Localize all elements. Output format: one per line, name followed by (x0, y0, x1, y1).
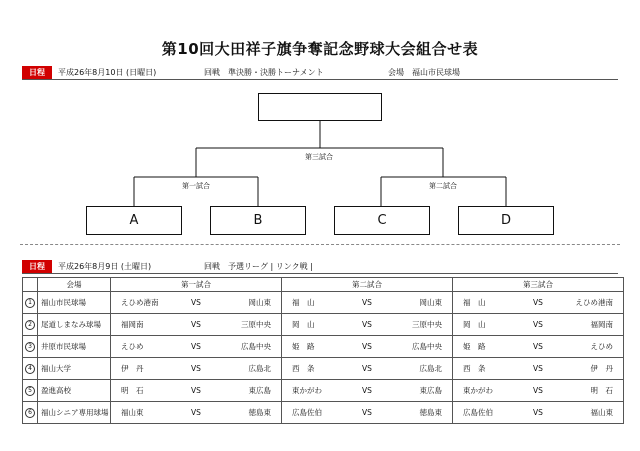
day2-date: 平成26年8月9日 (土曜日) (58, 262, 152, 271)
vs-label: VS (191, 342, 201, 351)
home-team: 伊 丹 (121, 364, 144, 373)
table-row (23, 314, 624, 336)
venue-cell: 盈進高校 (38, 380, 111, 402)
match-cell-m1 (111, 314, 282, 336)
match-cell-m1 (111, 358, 282, 380)
home-team: 福岡南 (121, 320, 144, 329)
match-cell-m3 (453, 314, 624, 336)
vs-label: VS (191, 364, 201, 373)
match-cell-m2 (282, 402, 453, 424)
vs-label: VS (191, 408, 201, 417)
away-team: 徳島東 (248, 408, 271, 417)
vs-label: VS (533, 320, 543, 329)
away-team: 福山東 (590, 408, 613, 417)
home-team: 岡 山 (463, 320, 486, 329)
away-team: 岡山東 (419, 298, 442, 307)
header-number (23, 278, 38, 292)
semifinal-2-label: 第二試合 (429, 182, 457, 190)
vs-label: VS (362, 408, 372, 417)
away-team: 広島中央 (241, 342, 271, 351)
venue-cell: 福山シニア専用球場 (38, 402, 111, 424)
table-row (23, 336, 624, 358)
row-number-badge: 2 (25, 320, 35, 330)
vs-label: VS (533, 342, 543, 351)
vs-label: VS (533, 408, 543, 417)
league-schedule-table (22, 277, 624, 424)
match-cell-m2 (282, 336, 453, 358)
venue-cell: 井原市民球場 (38, 336, 111, 358)
home-team: 福山東 (121, 408, 144, 417)
table-row (23, 402, 624, 424)
header-match-3: 第三試合 (453, 278, 624, 292)
table-row (23, 358, 624, 380)
match-cell-m1 (111, 336, 282, 358)
home-team: 姫 路 (463, 342, 486, 351)
away-team: 東広島 (248, 386, 271, 395)
match-cell-m2 (282, 380, 453, 402)
match-cell-m2 (282, 314, 453, 336)
home-team: 西 条 (463, 364, 486, 373)
home-team: えひめ港南 (121, 298, 159, 307)
row-number (23, 292, 38, 314)
away-team: 福岡南 (590, 320, 613, 329)
section-divider (20, 244, 620, 245)
away-team: 三原中央 (241, 320, 271, 329)
away-team: えひめ (590, 342, 613, 351)
match-cell-m3 (453, 358, 624, 380)
away-team: 徳島東 (419, 408, 442, 417)
vs-label: VS (362, 342, 372, 351)
away-team: 広島北 (248, 364, 271, 373)
table-header-row (23, 278, 624, 292)
day2-info-bar (22, 260, 618, 274)
away-team: 東広島 (419, 386, 442, 395)
vs-label: VS (533, 364, 543, 373)
row-number (23, 336, 38, 358)
match-cell-m1 (111, 402, 282, 424)
vs-label: VS (191, 298, 201, 307)
row-number-badge: 4 (25, 364, 35, 374)
match-cell-m1 (111, 380, 282, 402)
home-team: 広島佐伯 (463, 408, 493, 417)
home-team: 岡 山 (292, 320, 315, 329)
home-team: えひめ (121, 342, 144, 351)
schedule-tag: 日程 (22, 260, 52, 273)
home-team: 西 条 (292, 364, 315, 373)
team-box-c: C (334, 206, 430, 235)
page-title: 第10回大田祥子旗争奪記念野球大会組合せ表 (161, 40, 479, 58)
home-team: 東かがわ (463, 386, 493, 395)
row-number (23, 380, 38, 402)
home-team: 福 山 (463, 298, 486, 307)
final-match-label: 第三試合 (305, 153, 333, 161)
team-box-d: D (458, 206, 554, 235)
row-number (23, 402, 38, 424)
day1-venue: 会場 福山市民球場 (388, 68, 460, 77)
match-cell-m1 (111, 292, 282, 314)
row-number-badge: 5 (25, 386, 35, 396)
match-cell-m3 (453, 380, 624, 402)
team-box-a: A (86, 206, 182, 235)
match-cell-m3 (453, 402, 624, 424)
table-row (23, 292, 624, 314)
away-team: 三原中央 (412, 320, 442, 329)
vs-label: VS (533, 386, 543, 395)
schedule-body (23, 292, 624, 424)
match-cell-m2 (282, 358, 453, 380)
header-match-2: 第二試合 (282, 278, 453, 292)
away-team: 広島中央 (412, 342, 442, 351)
vs-label: VS (191, 320, 201, 329)
row-number-badge: 3 (25, 342, 35, 352)
row-number-badge: 1 (25, 298, 35, 308)
day1-round: 回戦 準決勝・決勝トーナメント (204, 68, 324, 77)
team-box-b: B (210, 206, 306, 235)
home-team: 広島佐伯 (292, 408, 322, 417)
day2-round: 回戦 予選リーグ | リンク戦 | (204, 262, 313, 271)
schedule-tag: 日程 (22, 66, 52, 79)
venue-cell: 福山市民球場 (38, 292, 111, 314)
match-cell-m2 (282, 292, 453, 314)
away-team: 明 石 (590, 386, 613, 395)
home-team: 東かがわ (292, 386, 322, 395)
vs-label: VS (191, 386, 201, 395)
home-team: 姫 路 (292, 342, 315, 351)
row-number (23, 358, 38, 380)
match-cell-m3 (453, 336, 624, 358)
vs-label: VS (362, 320, 372, 329)
home-team: 明 石 (121, 386, 144, 395)
header-venue: 会場 (38, 278, 111, 292)
away-team: えひめ港南 (575, 298, 613, 307)
day1-date: 平成26年8月10日 (日曜日) (58, 68, 157, 77)
vs-label: VS (362, 364, 372, 373)
away-team: 伊 丹 (590, 364, 613, 373)
row-number (23, 314, 38, 336)
semifinal-1-label: 第一試合 (182, 182, 210, 190)
row-number-badge: 6 (25, 408, 35, 418)
champion-box (258, 93, 382, 121)
venue-cell: 尾道しまなみ球場 (38, 314, 111, 336)
away-team: 岡山東 (248, 298, 271, 307)
venue-cell: 福山大学 (38, 358, 111, 380)
vs-label: VS (362, 386, 372, 395)
away-team: 広島北 (419, 364, 442, 373)
vs-label: VS (362, 298, 372, 307)
table-row (23, 380, 624, 402)
header-match-1: 第一試合 (111, 278, 282, 292)
match-cell-m3 (453, 292, 624, 314)
home-team: 福 山 (292, 298, 315, 307)
vs-label: VS (533, 298, 543, 307)
